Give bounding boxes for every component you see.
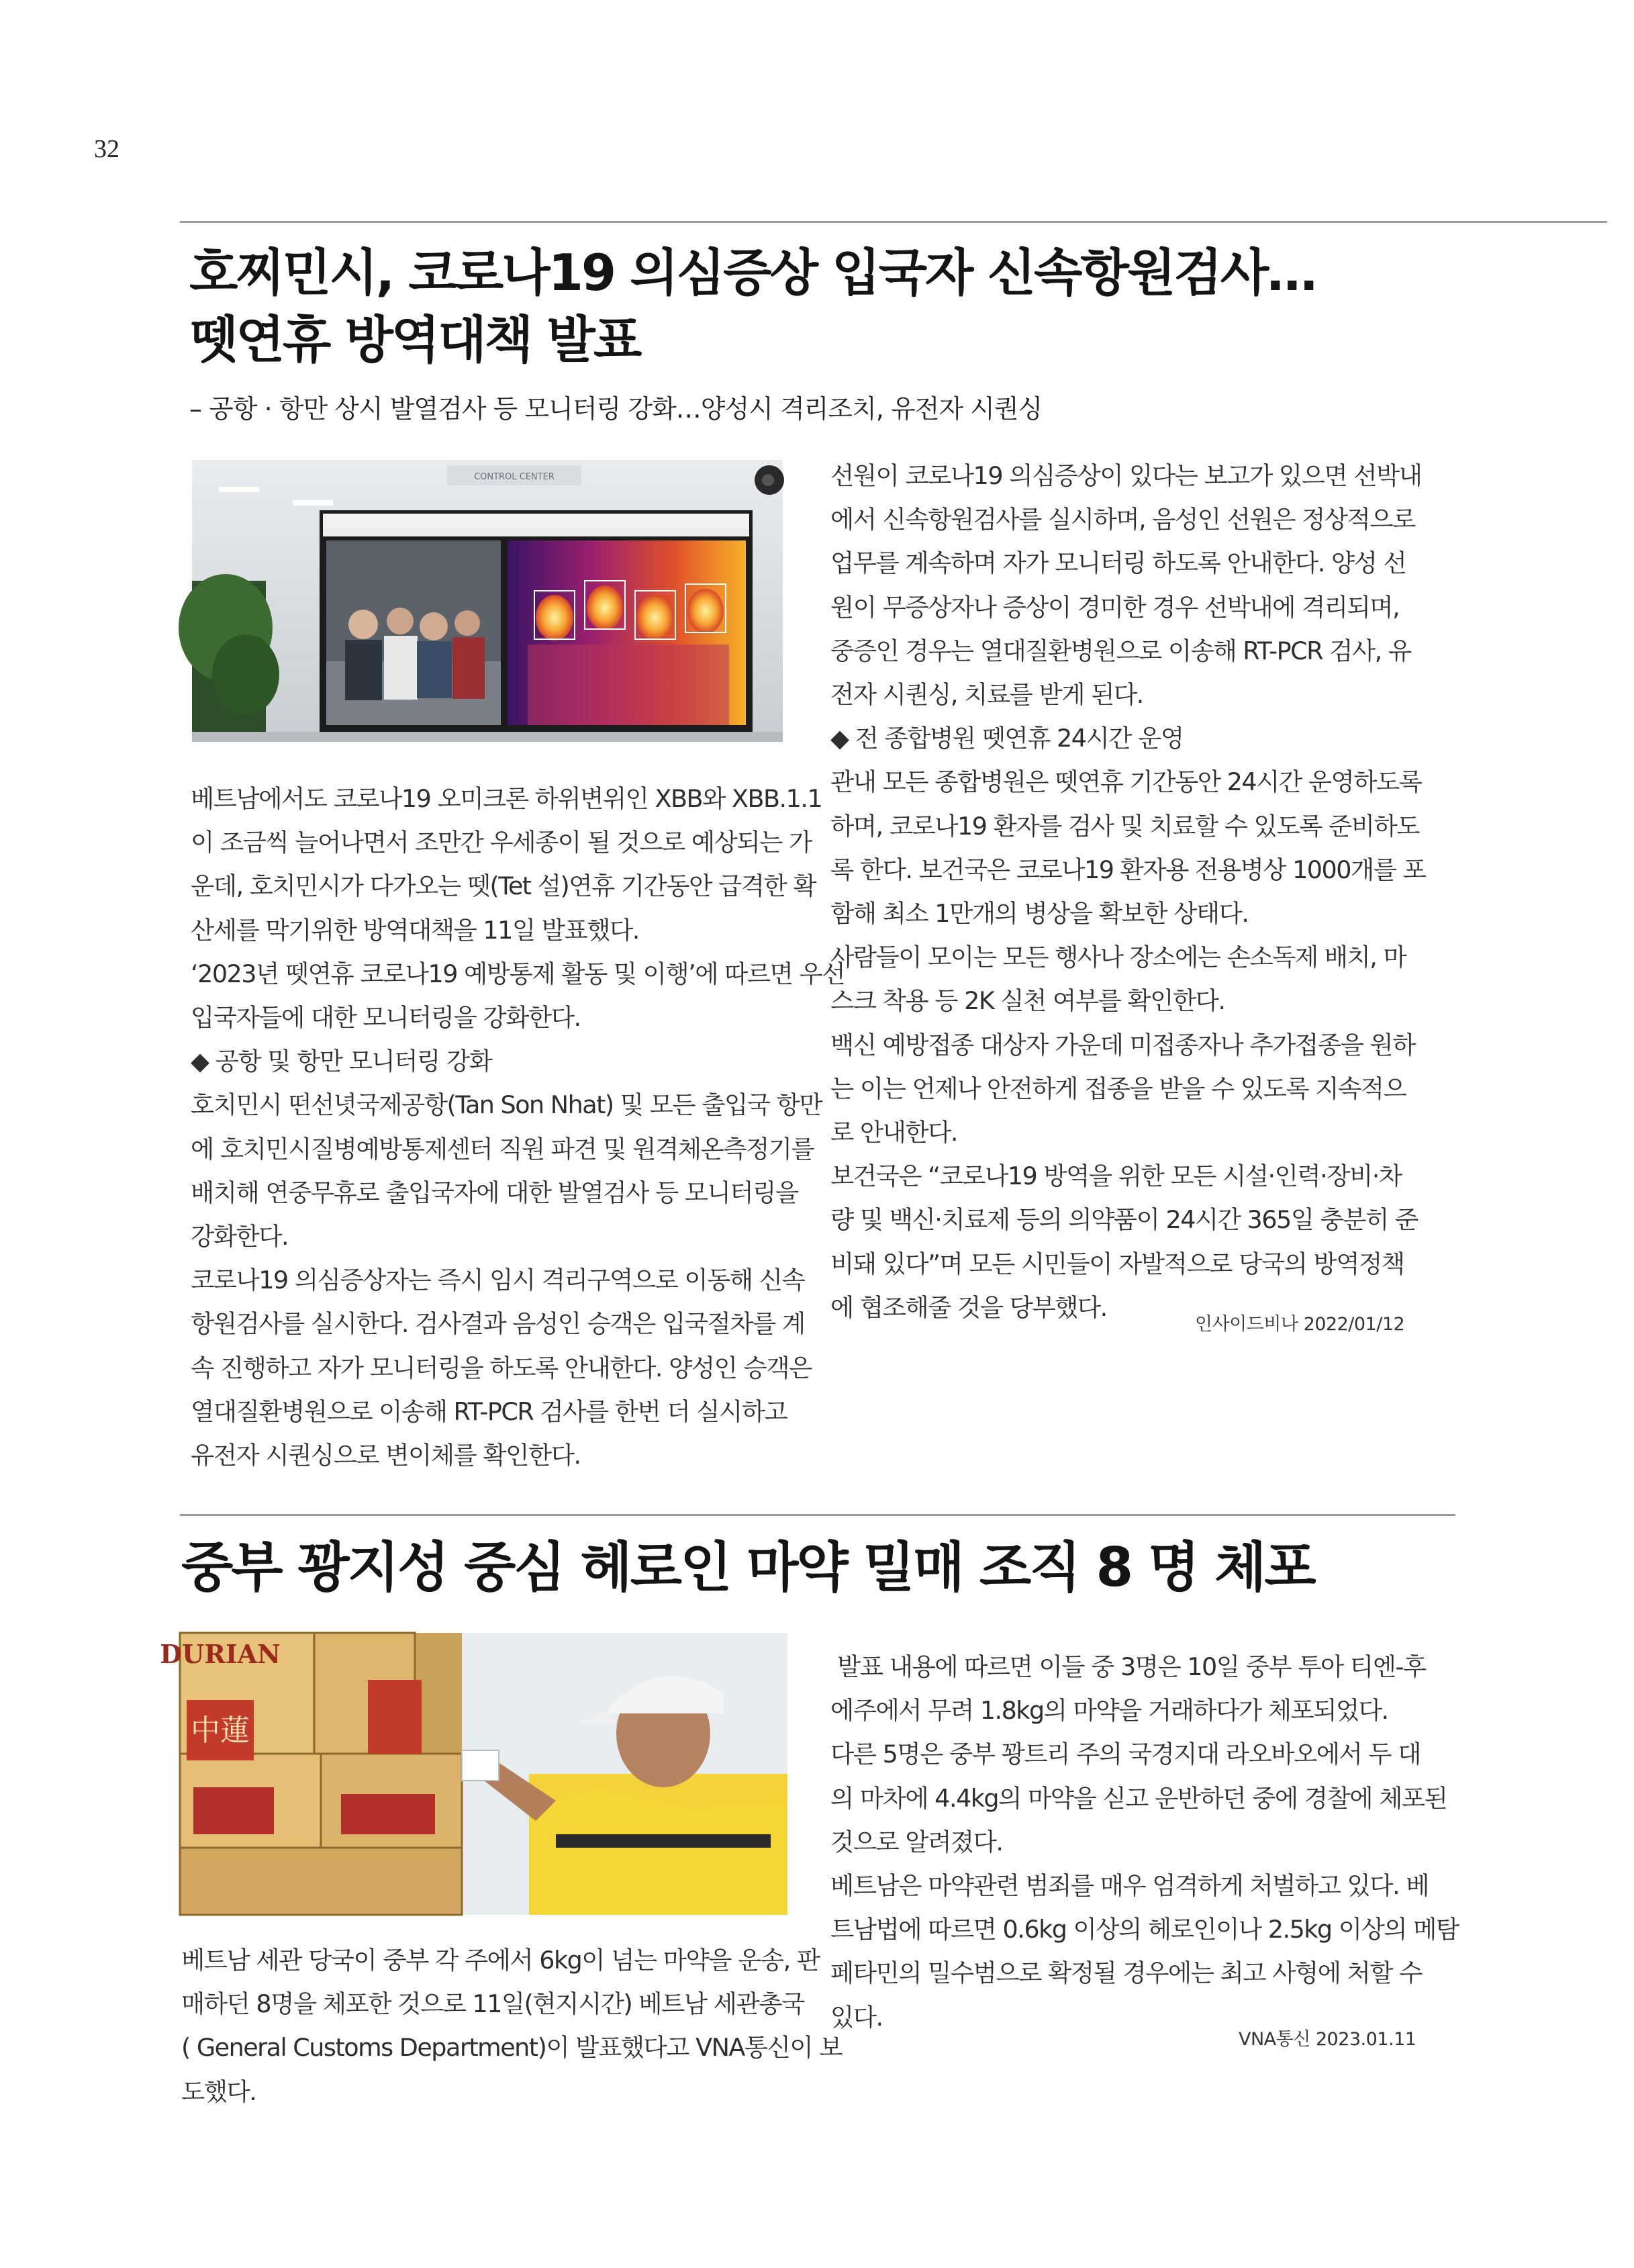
customs-inspection-photo: [160, 1633, 787, 1915]
body-text-line: 는 이는 언제나 안전하게 접종을 받을 수 있도록 지속적으: [830, 1074, 1406, 1103]
body-text-line: 원이 무증상자나 증상이 경미한 경우 선박내에 격리되며,: [830, 592, 1400, 622]
body-text-line: 관내 모든 종합병원은 뗏연휴 기간동안 24시간 운영하도록: [830, 767, 1422, 797]
body-text-line: 이 조금씩 늘어나면서 조만간 우세종이 될 것으로 예상되는 가: [191, 828, 812, 857]
body-text-line: 업무를 계속하며 자가 모니터링 하도록 안내한다. 양성 선: [830, 549, 1406, 578]
body-text-line: 하며, 코로나19 환자를 검사 및 치료할 수 있도록 준비하도: [830, 811, 1420, 841]
body-text-line: 트남법에 따르면 0.6kg 이상의 헤로인이나 2.5kg 이상의 메탐: [830, 1915, 1459, 1944]
article1-left-column: [191, 777, 845, 1477]
body-text-line: 코로나19 의심증상자는 즉시 임시 격리구역으로 이동해 신속: [191, 1266, 805, 1295]
body-text-line: 에 협조해줄 것을 당부했다.: [830, 1292, 1107, 1322]
top-divider: [180, 221, 1607, 223]
body-text-line: 에주에서 무려 1.8kg의 마약을 거래하다가 체포되었다.: [830, 1696, 1388, 1726]
body-text-line: 것으로 알려졌다.: [830, 1827, 1003, 1856]
body-text-line: 속 진행하고 자가 모니터링을 하도록 안내한다. 양성인 승객은: [191, 1353, 812, 1382]
body-text-line: 강화한다.: [191, 1222, 289, 1251]
body-text-line: 열대질환병원으로 이송해 RT-PCR 검사를 한번 더 실시하고: [191, 1397, 787, 1426]
article2-source: VNA통신 2023.01.11: [1239, 2029, 1416, 2050]
body-text-line: 사람들이 모이는 모든 행사나 장소에는 손소독제 배치, 마: [830, 943, 1406, 972]
body-text-line: 선원이 코로나19 의심증상이 있다는 보고가 있으면 선박내: [830, 461, 1422, 490]
body-text-line: 전자 시퀀싱, 치료를 받게 된다.: [830, 680, 1143, 710]
box-chars-text: 中蓮: [191, 1713, 250, 1748]
body-text-line: 베트남에서도 코로나19 오미크론 하위변위인 XBB와 XBB.1.1: [191, 784, 822, 813]
section-heading-airport: ◆ 공항 및 항만 모니터링 강화: [191, 1047, 492, 1076]
article1-photo: [192, 460, 783, 742]
body-text-line: 매하던 8명을 체포한 것으로 11일(현지시간) 베트남 세관총국: [181, 1989, 804, 2019]
photo-sign-text: CONTROL CENTER: [474, 472, 555, 482]
article1-source: 인사이드비나 2022/01/12: [1195, 1314, 1405, 1335]
body-text-line: 발표 내용에 따르면 이들 중 3명은 10일 중부 투아 티엔-후: [830, 1652, 1426, 1681]
section-heading-hospital: ◆ 전 종합병원 뗏연휴 24시간 운영: [830, 724, 1184, 753]
body-text-line: 베트남 세관 당국이 중부 각 주에서 6kg이 넘는 마약을 운송, 판: [181, 1946, 820, 1975]
body-text-line: 유전자 시퀀싱으로 변이체를 확인한다.: [191, 1441, 581, 1470]
body-text-line: 함해 최소 1만개의 병상을 확보한 상태다.: [830, 899, 1249, 929]
body-text-line: 량 및 백신·치료제 등의 의약품이 24시간 365일 충분히 준: [830, 1205, 1418, 1235]
body-text-line: 보건국은 “코로나19 방역을 위한 모든 시설·인력·장비·차: [830, 1162, 1402, 1191]
body-text-line: 페타민의 밀수범으로 확정될 경우에는 최고 사형에 처할 수: [830, 1958, 1422, 1988]
body-text-line: 다른 5명은 중부 꽝트리 주의 국경지대 라오바오에서 두 대: [830, 1740, 1421, 1769]
body-text-line: 입국자들에 대한 모니터링을 강화한다.: [191, 1003, 581, 1033]
box-label-text: DURIAN: [160, 1639, 281, 1669]
body-text-line: 록 한다. 보건국은 코로나19 환자용 전용병상 1000개를 포: [830, 855, 1426, 884]
article2-left-column: [181, 1938, 842, 2114]
body-text-line: 비돼 있다”며 모든 시민들이 자발적으로 당국의 방역정책: [830, 1249, 1404, 1278]
body-text-line: 베트남은 마약관련 범죄를 매우 엄격하게 처벌하고 있다. 베: [830, 1871, 1429, 1901]
page-number: 32: [94, 135, 119, 163]
body-text-line: 스크 착용 등 2K 실천 여부를 확인한다.: [830, 986, 1225, 1016]
article2-photo: [160, 1633, 787, 1915]
body-text-line: 로 안내한다.: [830, 1118, 957, 1147]
article1-title-line2: 뗏연휴 방역대책 발표: [189, 310, 640, 369]
article1-title-line1: 호찌민시, 코로나19 의심증상 입국자 신속항원검사…: [189, 243, 1316, 302]
body-text-line: 호치민시 떤선녓국제공항(Tan Son Nhat) 및 모든 출입국 항만: [191, 1090, 822, 1120]
body-text-line: 산세를 막기위한 방역대책을 11일 발표했다.: [191, 915, 639, 945]
article1-right-column: [830, 454, 1425, 1329]
body-text-line: 항원검사를 실시한다. 검사결과 음성인 승객은 입국절차를 계: [191, 1309, 805, 1339]
thermal-screening-photo: [192, 460, 783, 742]
body-text-line: 중증인 경우는 열대질환병원으로 이송해 RT-PCR 검사, 유: [830, 636, 1411, 665]
article-divider: [180, 1514, 1455, 1516]
article2-right-column: [830, 1645, 1459, 2039]
body-text-line: 의 마차에 4.4kg의 마약을 싣고 운반하던 중에 경찰에 체포된: [830, 1783, 1447, 1813]
body-text-line: 도했다.: [181, 2077, 256, 2106]
body-text-line: 운데, 호치민시가 다가오는 뗏(Tet 설)연휴 기간동안 급격한 확: [191, 871, 816, 901]
article1-subtitle: – 공항 · 항만 상시 발열검사 등 모니터링 강화…양성시 격리조치, 유전자 시퀀싱: [189, 394, 1043, 424]
body-text-line: 있다.: [830, 2002, 883, 2032]
body-text-line: ( General Customs Department)이 발표했다고 VNA통신이 보: [181, 2033, 842, 2063]
body-text-line: ‘2023년 뗏연휴 코로나19 예방통제 활동 및 이행’에 따르면 우선: [191, 959, 845, 988]
body-text-line: 배치해 연중무휴로 출입국자에 대한 발열검사 등 모니터링을: [191, 1178, 798, 1207]
article2-title: 중부 꽝지성 중심 헤로인 마약 밀매 조직 8 명 체포: [181, 1536, 1314, 1599]
body-text-line: 에 호치민시질병예방통제센터 직원 파견 및 원격체온측정기를: [191, 1134, 814, 1164]
body-text-line: 에서 신속항원검사를 실시하며, 음성인 선원은 정상적으로: [830, 505, 1415, 534]
body-text-line: 백신 예방접종 대상자 가운데 미접종자나 추가접종을 원하: [830, 1030, 1415, 1059]
